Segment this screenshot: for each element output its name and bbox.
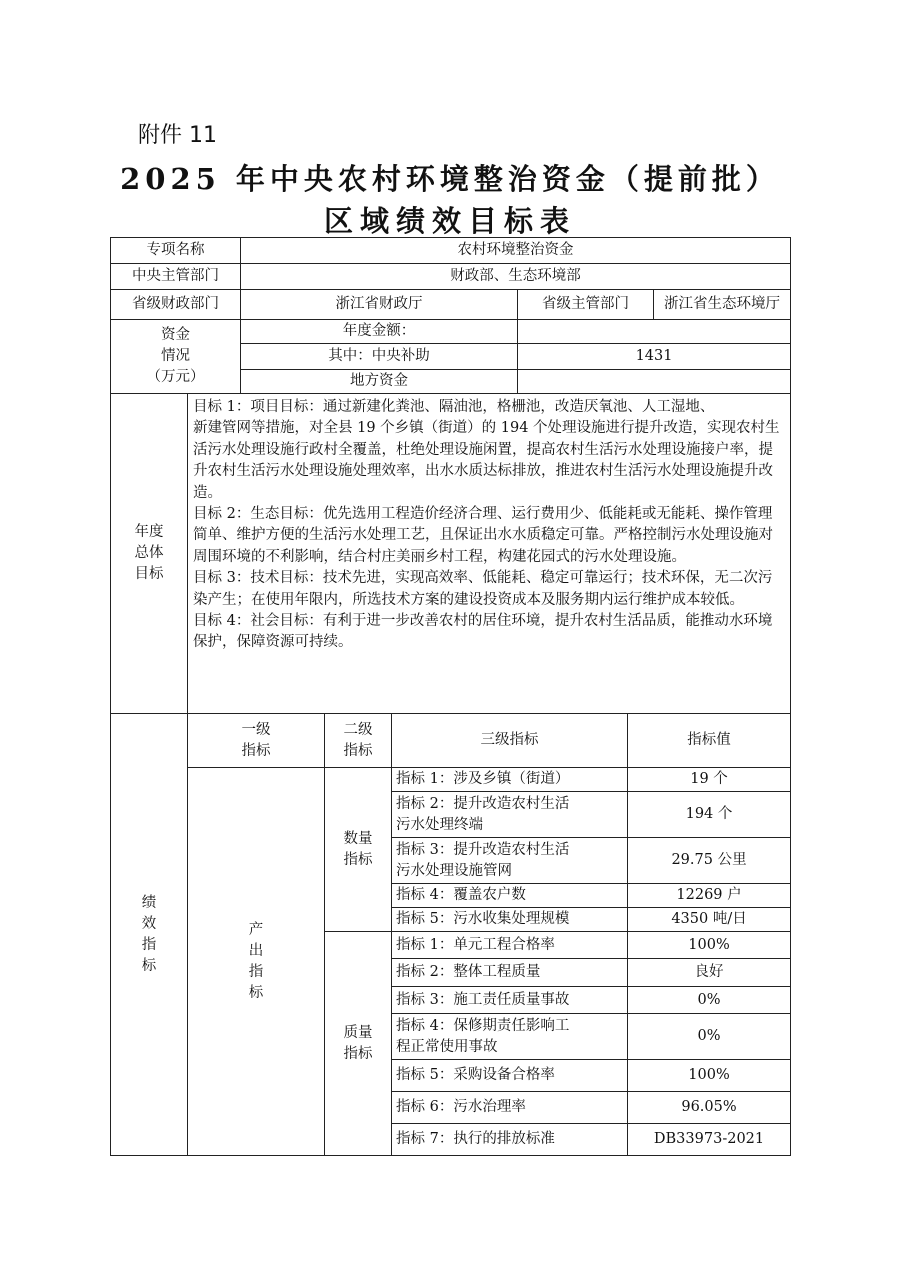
indicator-value: 4350 吨/日 — [628, 908, 791, 932]
annual-goal-label-line1: 年度 — [134, 524, 164, 540]
indicator-name: 指标 2：整体工程质量 — [392, 959, 628, 987]
central-subsidy-label: 其中：中央补助 — [241, 344, 518, 370]
quantity-label-line2: 指标 — [343, 851, 373, 868]
performance-label-char2: 效 — [141, 915, 157, 932]
local-funds-label: 地方资金 — [241, 370, 518, 394]
central-subsidy-value: 1431 — [518, 344, 791, 370]
output-label-char1: 产 — [248, 921, 264, 938]
performance-indicators-label — [111, 714, 188, 1156]
indicator-name-line: 程正常使用事故 — [396, 1038, 498, 1055]
project-name-value: 农村环境整治资金 — [241, 238, 791, 264]
output-label-char2: 出 — [248, 942, 264, 959]
indicator-name: 指标 1：单元工程合格率 — [392, 932, 628, 959]
indicator-value: 19 个 — [628, 768, 791, 792]
indicator-name: 指标 6：污水治理率 — [392, 1092, 628, 1124]
col-level2-line2: 指标 — [343, 742, 373, 759]
indicator-name — [392, 792, 628, 838]
funds-label-line2: 情况 — [161, 348, 190, 364]
performance-label-char1: 绩 — [141, 894, 157, 911]
indicator-name: 指标 1：涉及乡镇（街道） — [392, 768, 628, 792]
annual-amount-label: 年度金额： — [241, 320, 518, 344]
goal-4: 目标 4：社会目标：有利于进一步改善农村的居住环境，提升农村生活品质，能推动水环境保护，保障资源可持续。 — [193, 613, 773, 651]
goal-3: 目标 3：技术目标：技术先进，实现高效率、低能耗、稳定可靠运行；技术环保，无二次污染产生；在使用年限内，所选技术方案的建设投资成本及服务期内运行维护成本较低。 — [193, 570, 773, 608]
indicator-name-line: 指标 2：提升改造农村生活 — [396, 795, 570, 812]
prov-finance-value: 浙江省财政厅 — [241, 290, 518, 320]
indicator-name-line: 指标 4：保修期责任影响工 — [396, 1017, 570, 1034]
project-name-label: 专项名称 — [111, 238, 241, 264]
output-label-char4: 标 — [248, 984, 264, 1001]
quality-indicators-label — [325, 932, 392, 1156]
indicator-name-line: 指标 3：提升改造农村生活 — [396, 841, 570, 858]
central-dept-label: 中央主管部门 — [111, 264, 241, 290]
central-dept-value: 财政部、生态环境部 — [241, 264, 791, 290]
quantity-indicators-label — [325, 768, 392, 932]
indicator-value: 良好 — [628, 959, 791, 987]
annual-goal-label-line2: 总体 — [134, 545, 164, 561]
indicator-name-line: 污水处理设施管网 — [396, 862, 512, 879]
col-level1-line2: 指标 — [241, 742, 271, 759]
goal-1-line-b: 新建管网等措施，对全县 19 个乡镇（街道）的 194 个处理设施进行提升改造，实现农村生活污水处理设施行政村全覆盖，杜绝处理设施闲置，提高农村生活污水处理设施接户率，提升农村生活污水处理设施处理效率，出水水质达标排放，推进农村生活污水处理设施提升改造。 — [193, 420, 780, 501]
output-indicators-label — [188, 768, 325, 1156]
performance-target-table — [110, 237, 791, 1156]
indicator-value: 100% — [628, 1060, 791, 1092]
indicator-value: 100% — [628, 932, 791, 959]
indicator-name — [392, 838, 628, 884]
indicator-value: 12269 户 — [628, 884, 791, 908]
annual-goal-text — [188, 394, 791, 714]
indicator-name: 指标 5：采购设备合格率 — [392, 1060, 628, 1092]
goal-1-line-a: 目标 1：项目目标：通过新建化粪池、隔油池，格栅池，改造厌氧池、人工湿地、 — [193, 399, 715, 415]
page-title-line2: 区域绩效目标表 — [323, 204, 576, 238]
funds-label-line3: （万元） — [146, 369, 205, 385]
indicator-name-line: 污水处理终端 — [396, 816, 483, 833]
annual-amount-value — [518, 320, 791, 344]
indicator-name: 指标 5：污水收集处理规模 — [392, 908, 628, 932]
col-level2-line1: 二级 — [343, 721, 373, 738]
quantity-label-line1: 数量 — [343, 830, 373, 847]
prov-dept-label: 省级主管部门 — [518, 290, 654, 320]
attachment-label: 附件 11 — [138, 123, 217, 148]
indicator-value: DB33973-2021 — [628, 1124, 791, 1156]
indicator-name: 指标 3：施工责任质量事故 — [392, 987, 628, 1014]
indicator-value: 29.75 公里 — [628, 838, 791, 884]
indicator-value: 0% — [628, 987, 791, 1014]
annual-goal-label — [111, 394, 188, 714]
output-label-char3: 指 — [248, 963, 264, 980]
col-level3-header: 三级指标 — [392, 714, 628, 768]
performance-label-char4: 标 — [141, 957, 157, 974]
goal-2: 目标 2：生态目标：优先选用工程造价经济合理、运行费用少、低能耗或无能耗、操作管理简单、维护方便的生活污水处理工艺，且保证出水水质稳定可靠。严格控制污水处理设施对周围环境的不利影响，结合村庄美丽乡村工程，构建花园式的污水处理设施。 — [193, 506, 773, 565]
quality-label-line2: 指标 — [343, 1045, 373, 1062]
performance-label-char3: 指 — [141, 936, 157, 953]
indicator-value: 194 个 — [628, 792, 791, 838]
funds-label — [111, 320, 241, 394]
col-level2-header — [325, 714, 392, 768]
page-title-line1: 2025 年中央农村环境整治资金（提前批） — [120, 162, 780, 196]
annual-goal-label-line3: 目标 — [134, 566, 164, 582]
col-level1-line1: 一级 — [241, 721, 271, 738]
prov-finance-label: 省级财政部门 — [111, 290, 241, 320]
funds-label-line1: 资金 — [161, 327, 190, 343]
prov-dept-value: 浙江省生态环境厅 — [654, 290, 791, 320]
indicator-value: 0% — [628, 1014, 791, 1060]
quality-label-line1: 质量 — [343, 1024, 373, 1041]
col-value-header: 指标值 — [628, 714, 791, 768]
indicator-value: 96.05% — [628, 1092, 791, 1124]
indicator-name: 指标 4：覆盖农户数 — [392, 884, 628, 908]
indicator-name: 指标 7：执行的排放标准 — [392, 1124, 628, 1156]
local-funds-value — [518, 370, 791, 394]
col-level1-header — [188, 714, 325, 768]
indicator-name — [392, 1014, 628, 1060]
